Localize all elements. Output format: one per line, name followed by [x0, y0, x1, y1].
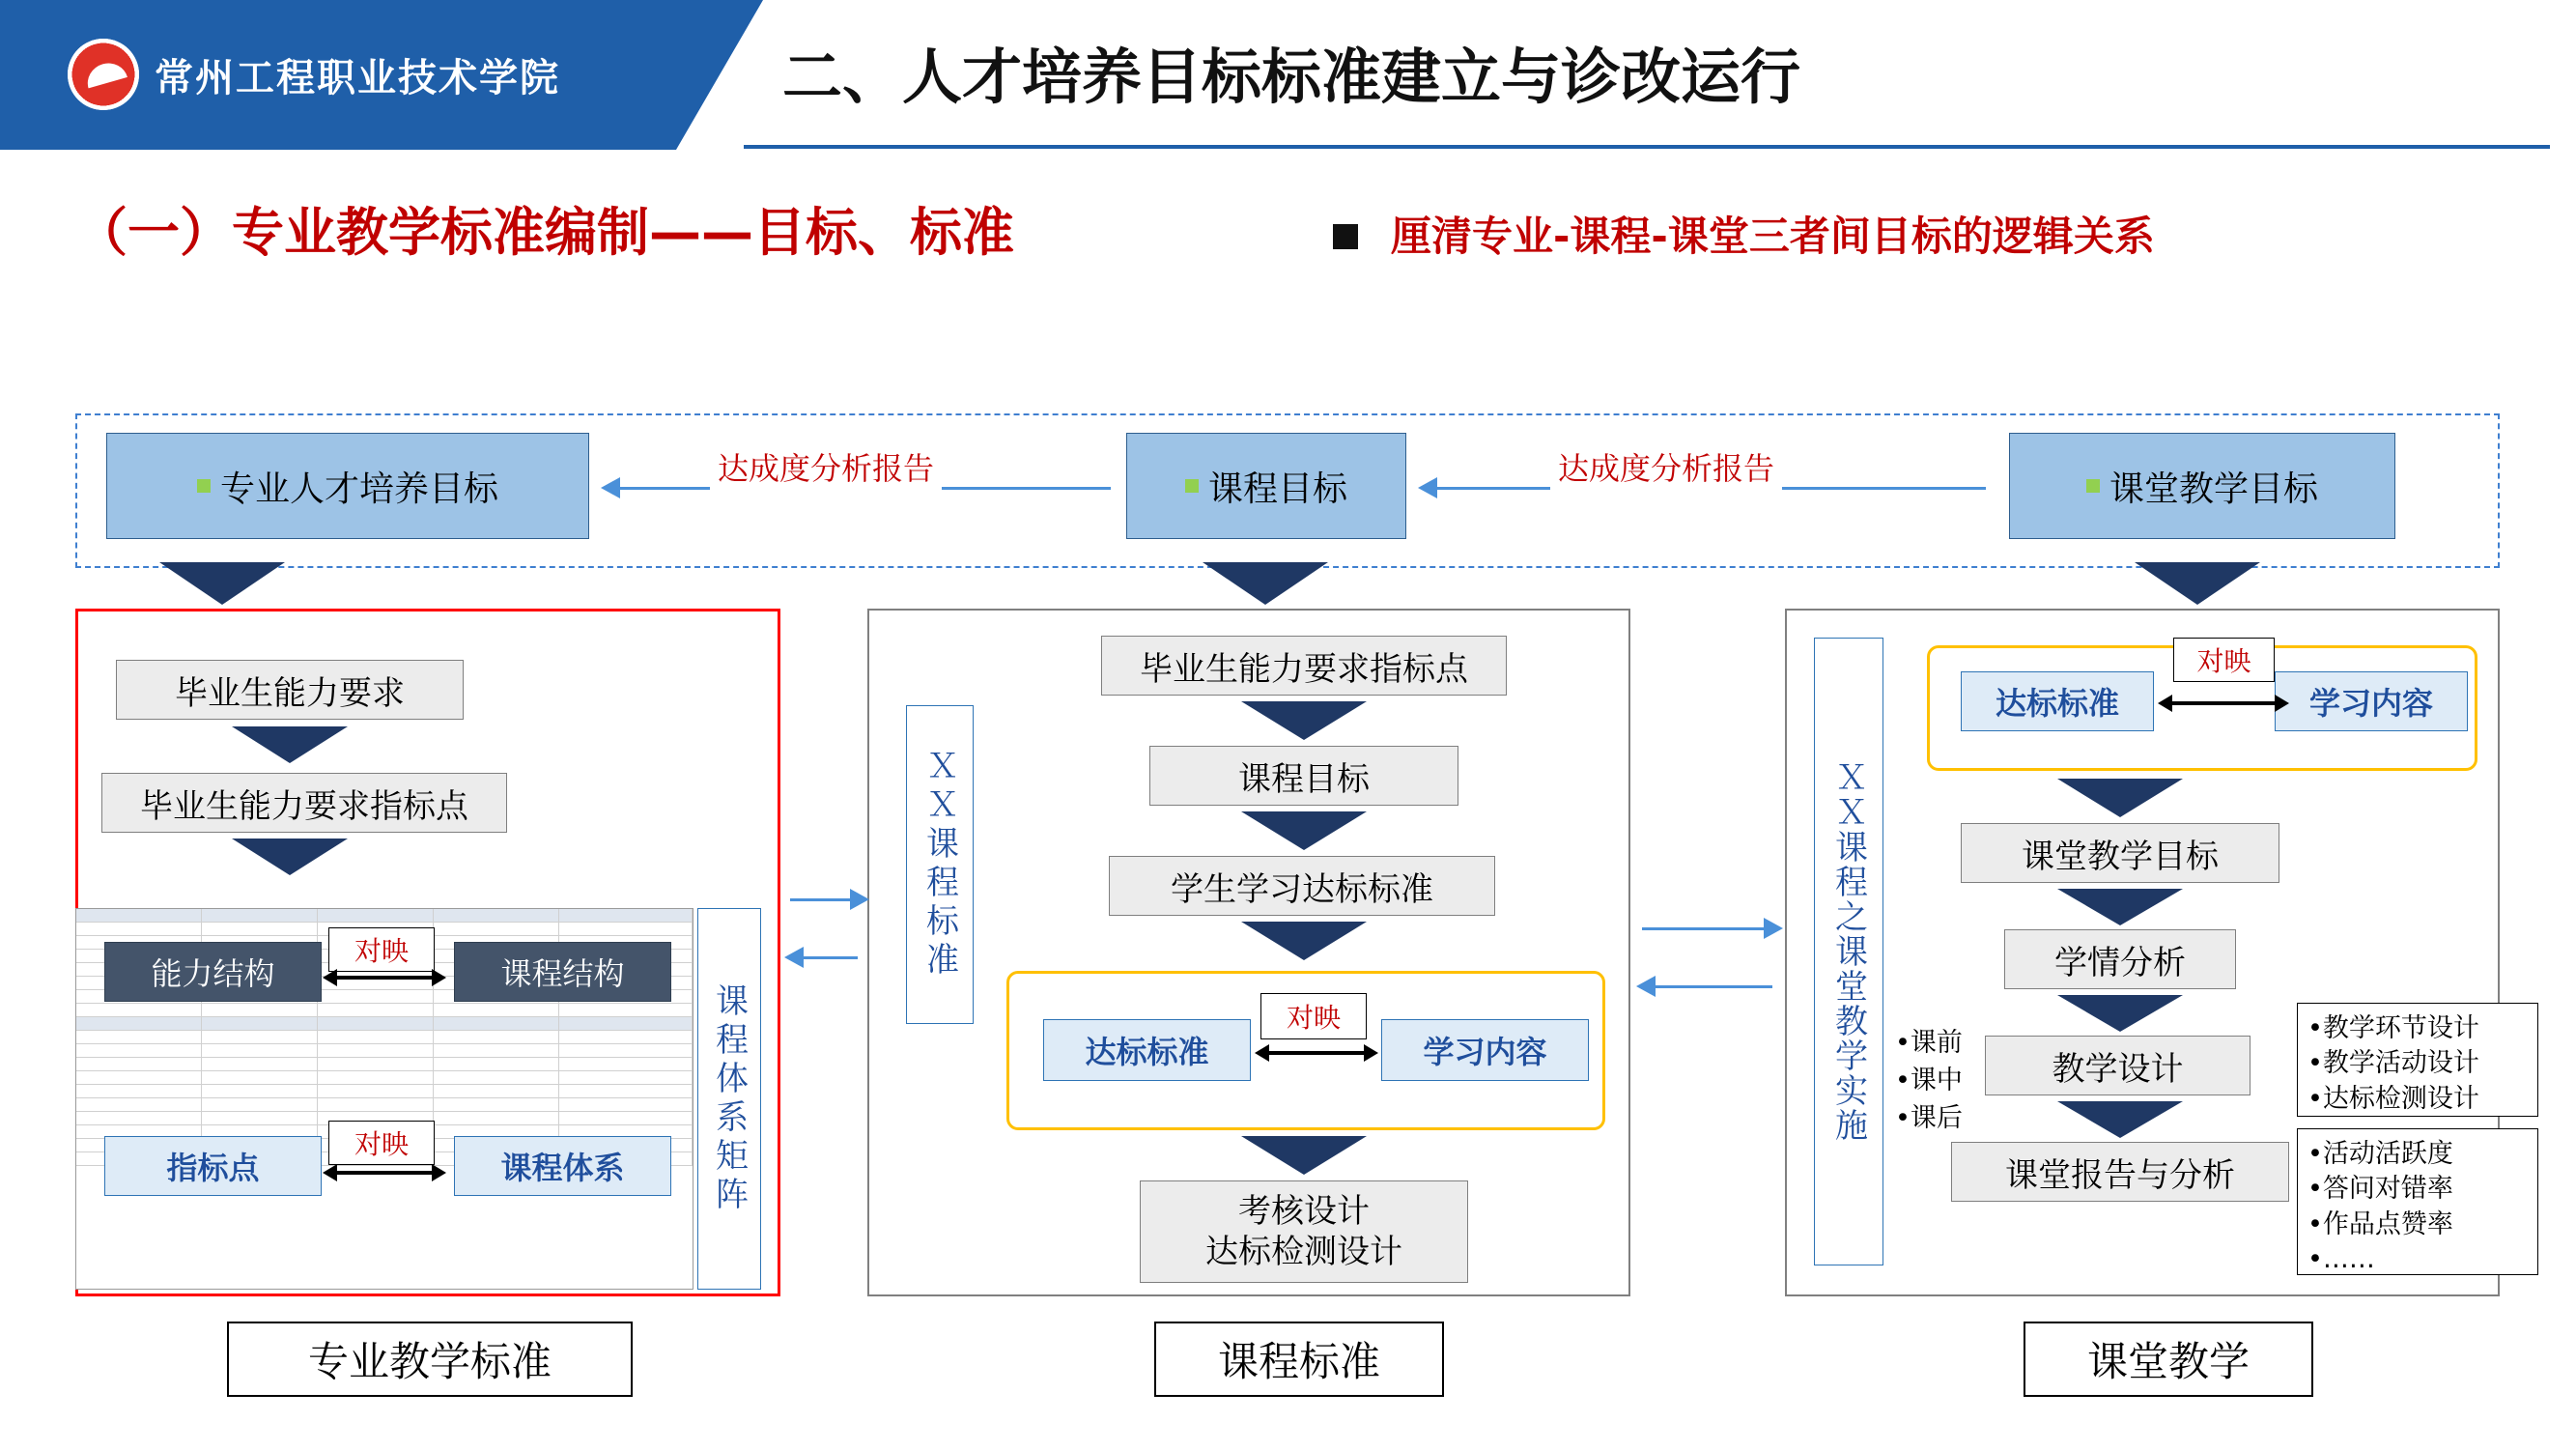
- metric-note: •……: [2307, 1244, 2375, 1275]
- step-assessment-design: [1140, 1180, 1468, 1283]
- design-notes-box: [2297, 1003, 2538, 1117]
- goal-bullet-icon: [1185, 479, 1199, 493]
- connector-arrow-head: [784, 947, 804, 968]
- design-note: •教学环节设计: [2307, 1013, 2479, 1043]
- design-note: •教学活动设计: [2307, 1048, 2479, 1079]
- mapping-tag: 对映: [2173, 638, 2275, 682]
- matrix-side-label: 课程体系矩阵: [697, 908, 761, 1290]
- goal-arrow-1-head: [601, 477, 620, 498]
- goal-box-classroom: [2009, 433, 2395, 539]
- course-standard-side-label: ＸＸ课程标准: [906, 705, 974, 1024]
- caption-classroom-teaching: 课堂教学: [2024, 1322, 2313, 1397]
- pair-content-right: 学习内容: [2275, 671, 2468, 731]
- mapping-tag: 对映: [328, 1121, 435, 1165]
- connector-middle-right-top: [1642, 927, 1772, 930]
- step-ability-indicator-point: 毕业生能力要求指标点: [1101, 636, 1507, 696]
- page-header: [0, 0, 2576, 150]
- classroom-side-label: ＸＸ课程之课堂教学实施: [1814, 638, 1883, 1265]
- classroom-phase-notes: [1895, 1024, 1963, 1137]
- step-situation-analysis: 学情分析: [2004, 929, 2236, 989]
- metric-note: •活动活跃度: [2307, 1139, 2453, 1169]
- pair-standard-left: 达标标准: [1961, 671, 2154, 731]
- mapping-arrow: [336, 1171, 433, 1175]
- mapping-arrow: [2171, 701, 2276, 705]
- section-subtitle: （一）专业教学标准编制——目标、标准: [75, 202, 1014, 263]
- logo: [68, 39, 560, 110]
- school-emblem-icon: [68, 39, 139, 110]
- assessment-line-2: 达标检测设计: [1205, 1233, 1402, 1271]
- matrix-row1-left: 能力结构: [104, 942, 322, 1002]
- chevron-down-icon: [2135, 562, 2260, 605]
- goal-box-major-label: 专业人才培养目标: [219, 469, 498, 509]
- chevron-down-icon: [1203, 562, 1328, 605]
- step-classroom-goal: 课堂教学目标: [1961, 823, 2279, 883]
- matrix-row2-right: 课程体系: [454, 1136, 671, 1196]
- connector-arrow-head: [1764, 918, 1783, 939]
- step-student-standard: 学生学习达标标准: [1109, 856, 1495, 916]
- goal-box-major: [106, 433, 589, 539]
- goal-box-classroom-label: 课堂教学目标: [2109, 469, 2318, 509]
- pair-content-right: 学习内容: [1381, 1019, 1589, 1081]
- goal-box-course-label: 课程目标: [1207, 469, 1347, 509]
- institution-name: 常州工程职业技术学院: [155, 54, 560, 100]
- chevron-down-icon: [159, 562, 285, 605]
- metric-note: •作品点赞率: [2307, 1208, 2453, 1239]
- assessment-line-1: 考核设计: [1238, 1191, 1370, 1231]
- step-teaching-design: 教学设计: [1985, 1036, 2250, 1095]
- phase-note: •课中: [1895, 1066, 1963, 1096]
- page-title: 二、人才培养目标标准建立与诊改运行: [782, 42, 1801, 112]
- connector-middle-right-bottom: [1642, 985, 1772, 988]
- phase-note: •课前: [1895, 1028, 1963, 1058]
- goal-arrow-2-label: 达成度分析报告: [1550, 442, 1782, 491]
- mapping-arrow: [336, 976, 433, 980]
- step-graduate-ability: 毕业生能力要求: [116, 660, 464, 720]
- matrix-row2-left: 指标点: [104, 1136, 322, 1196]
- goal-bullet-icon: [197, 479, 211, 493]
- mapping-tag: 对映: [1260, 993, 1367, 1039]
- metrics-notes-box: [2297, 1128, 2538, 1275]
- metric-note: •答问对错率: [2307, 1174, 2453, 1205]
- step-course-goal: 课程目标: [1149, 746, 1458, 806]
- goal-arrow-1-label: 达成度分析报告: [710, 442, 942, 491]
- goal-box-course: [1126, 433, 1406, 539]
- mapping-tag: 对映: [328, 927, 435, 972]
- goal-bullet-icon: [2086, 479, 2100, 493]
- connector-arrow-head: [1636, 976, 1656, 997]
- caption-major-standard: 专业教学标准: [227, 1322, 633, 1397]
- design-note: •达标检测设计: [2307, 1083, 2479, 1114]
- step-ability-indicator: 毕业生能力要求指标点: [101, 773, 507, 833]
- mapping-arrow: [1268, 1051, 1365, 1055]
- section-subtitle-secondary: 厘清专业‐课程‐课堂三者间目标的逻辑关系: [1391, 213, 2155, 260]
- pair-standard-left: 达标标准: [1043, 1019, 1251, 1081]
- caption-course-standard: 课程标准: [1154, 1322, 1444, 1397]
- goal-arrow-2-head: [1418, 477, 1437, 498]
- connector-left-middle-top: [790, 898, 858, 901]
- header-underline: [744, 145, 2550, 149]
- matrix-row1-right: 课程结构: [454, 942, 671, 1002]
- bullet-square-icon: [1333, 224, 1358, 249]
- connector-arrow-head: [850, 889, 869, 910]
- phase-note: •课后: [1895, 1103, 1963, 1134]
- step-classroom-report: 课堂报告与分析: [1951, 1142, 2289, 1202]
